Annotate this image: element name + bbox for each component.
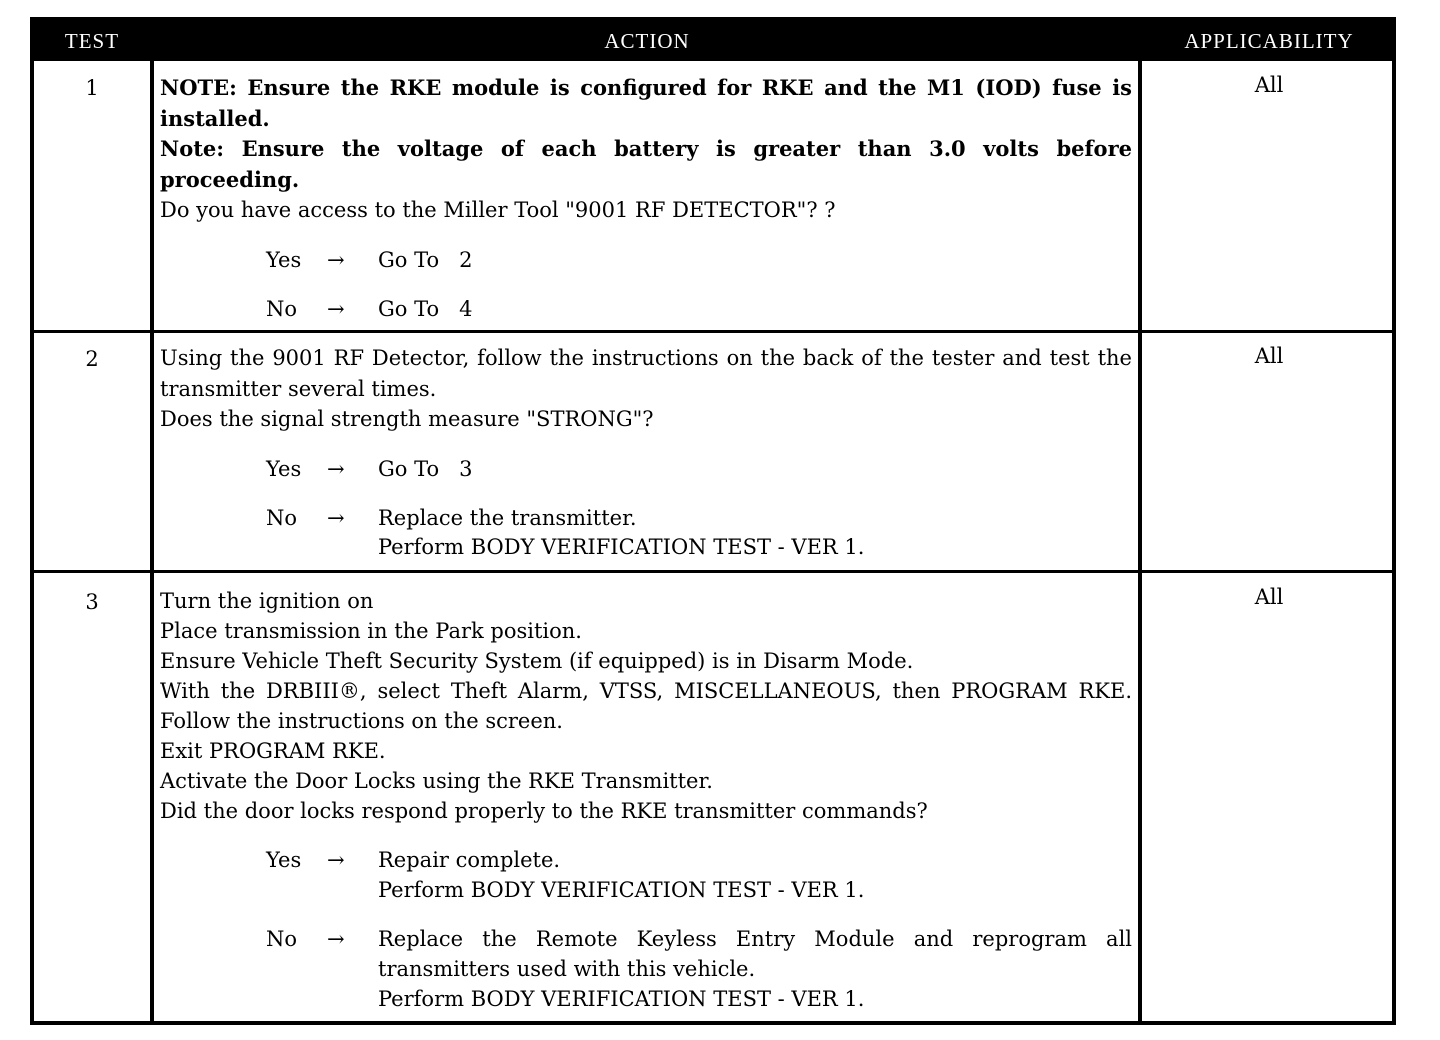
test-number-3: 3	[85, 590, 99, 614]
column-divider-applicability	[1138, 61, 1142, 1021]
option-no-1	[160, 294, 1132, 324]
option-text-verification: Perform BODY VERIFICATION TEST - VER 1.	[378, 987, 865, 1011]
instruction-2: Using the 9001 RF Detector, follow the instructions on the back of the tester and test the transmitter several times.	[160, 346, 1132, 401]
option-text: Go To 2	[378, 247, 473, 272]
option-text: Repair complete.	[378, 848, 561, 872]
row-divider-1	[34, 330, 1392, 333]
option-label: Yes	[266, 247, 302, 272]
option-text-verification: Perform BODY VERIFICATION TEST - VER 1.	[378, 878, 865, 902]
note-rke-module: NOTE: Ensure the RKE module is configured for RKE and the M1 (IOD) fuse is installed.	[160, 75, 1132, 131]
arrow-right-icon: →	[327, 456, 345, 481]
arrow-right-icon: →	[327, 927, 345, 951]
option-text: Go To 4	[378, 296, 473, 321]
step-exit: Exit PROGRAM RKE.	[160, 739, 386, 763]
step-ignition: Turn the ignition on	[160, 589, 374, 613]
option-text: Go To 3	[378, 456, 473, 481]
option-yes-2	[160, 454, 1132, 484]
option-text: Replace the Remote Keyless Entry Module and reprogram all transmitters used with this vehicle.	[378, 927, 1132, 981]
option-no-2	[160, 503, 1132, 563]
header-action: ACTION	[604, 29, 690, 53]
row-divider-2	[34, 570, 1392, 573]
applicability-2: All	[1254, 344, 1284, 368]
action-cell-3	[160, 586, 1132, 1014]
step-disarm: Ensure Vehicle Theft Security System (if equipped) is in Disarm Mode.	[160, 649, 914, 673]
question-1: Do you have access to the Miller Tool "9001 RF DETECTOR"? ?	[160, 198, 836, 222]
applicability-1: All	[1254, 73, 1284, 97]
arrow-right-icon: →	[327, 848, 345, 872]
note-battery-voltage: Note: Ensure the voltage of each battery is greater than 3.0 volts before proceeding.	[160, 136, 1132, 192]
action-cell-2	[160, 343, 1132, 563]
option-label: No	[266, 296, 298, 321]
option-text: Replace the transmitter.	[378, 505, 637, 530]
question-3: Did the door locks respond properly to the RKE transmitter commands?	[160, 799, 928, 823]
option-text-verification: Perform BODY VERIFICATION TEST - VER 1.	[378, 535, 865, 559]
step-program-rke: With the DRBIII®, select Theft Alarm, VTSS, MISCELLANEOUS, then PROGRAM RKE. Follow the instructions on the screen.	[160, 679, 1132, 733]
action-cell-1	[160, 73, 1132, 324]
column-divider-test	[150, 61, 154, 1021]
table-header	[34, 21, 1392, 61]
option-no-3	[160, 924, 1132, 1014]
step-park: Place transmission in the Park position.	[160, 619, 582, 643]
diagnostic-test-table	[30, 17, 1396, 1025]
arrow-right-icon: →	[327, 247, 345, 272]
test-number-2: 2	[85, 347, 99, 371]
option-yes-1	[160, 245, 1132, 275]
step-activate: Activate the Door Locks using the RKE Transmitter.	[160, 769, 713, 793]
applicability-3: All	[1254, 585, 1284, 609]
header-applicability: APPLICABILITY	[1184, 29, 1354, 53]
question-2: Does the signal strength measure "STRONG"?	[160, 407, 654, 431]
arrow-right-icon: →	[327, 505, 345, 530]
arrow-right-icon: →	[327, 296, 345, 321]
option-label: No	[266, 927, 298, 951]
header-test: TEST	[64, 29, 120, 53]
option-label: Yes	[266, 848, 302, 872]
test-number-1: 1	[85, 76, 99, 100]
option-label: Yes	[266, 456, 302, 481]
option-label: No	[266, 505, 298, 530]
option-yes-3	[160, 845, 1132, 905]
